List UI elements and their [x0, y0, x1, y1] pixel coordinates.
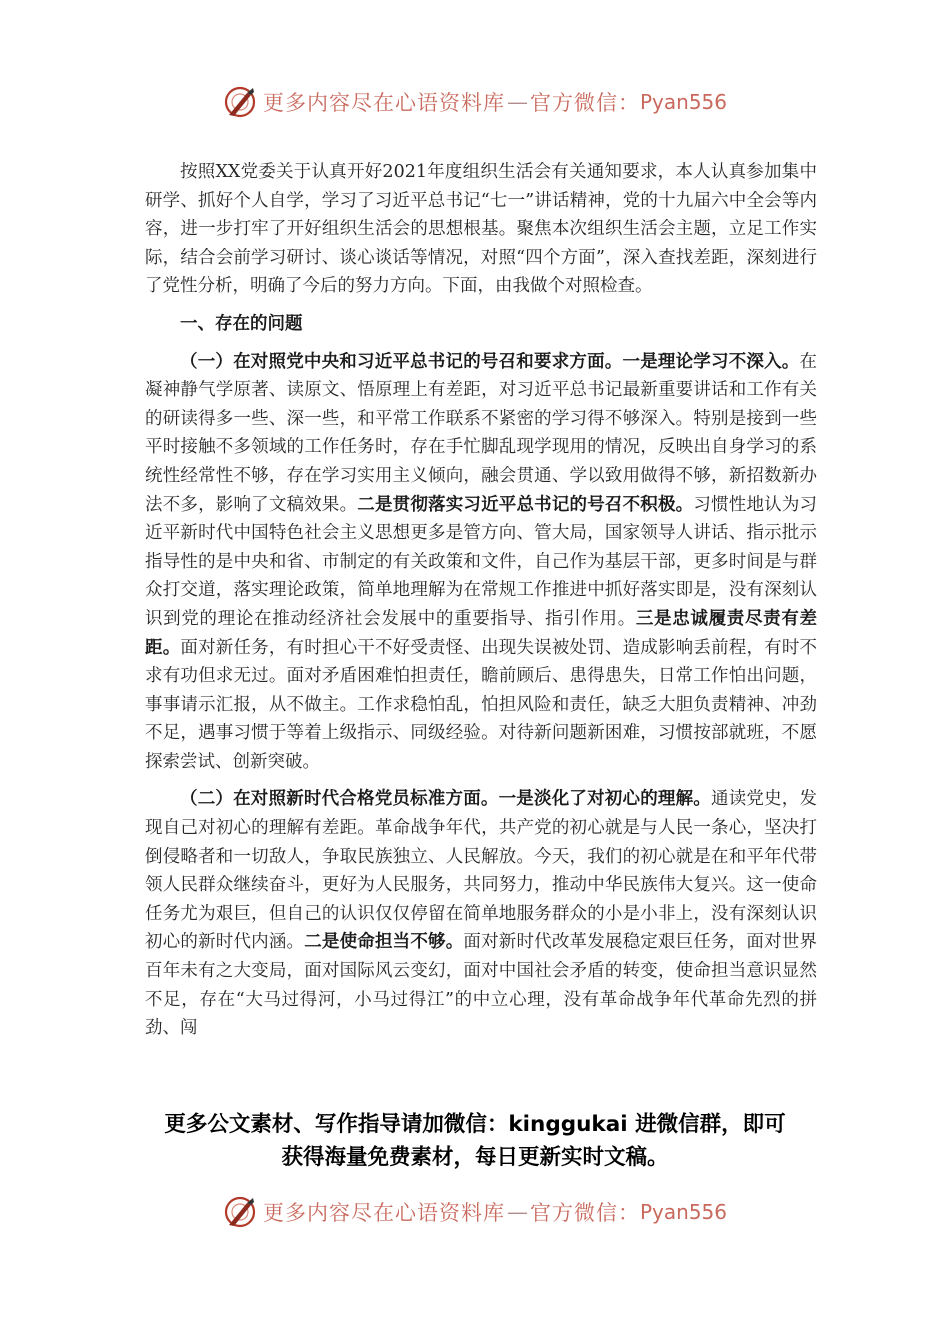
pen-logo-icon: [223, 85, 257, 119]
banner-suffix: 官方微信：: [529, 1201, 640, 1225]
text-run: 面对新时代改革发展稳定艰巨任务，面对世界百年未有之大变局，面对国际风云变幻，面对中国社会矛盾的转变，使命担当意识显然不足，存在“大马过得河，小马过得江”的中立心理，没有革命战争年代革命先烈的拼劲、闯: [145, 932, 817, 1039]
body-paragraph: [145, 158, 817, 301]
header-watermark-banner: [0, 82, 950, 122]
banner-text: 更多内容尽在心语资料库: [262, 1201, 505, 1225]
section-heading: [145, 310, 817, 339]
bold-phrase: 二是贯彻落实习近平总书记的号召不积极。: [357, 494, 694, 515]
document-body: [145, 158, 817, 1052]
text-run: 习惯性地认为习近平新时代中国特色社会主义思想更多是管方向、管大局，国家领导人讲话、指示批示指导性的是中央和省、市制定的有关政策和文件，自己作为基层干部，更多时间是与群众打交道，落实理论政策，简单地理解为在常规工作推进中抓好落实即是，没有深刻认识到党的理论在推动经济社会发展中的重要指导、指引作用。: [145, 494, 818, 629]
banner-text: 更多内容尽在心语资料库: [262, 91, 505, 115]
bold-phrase: 一、存在的问题: [180, 313, 303, 334]
text-run: 面对新任务，有时担心干不好受责怪、出现失误被处罚、造成影响丢前程，有时不求有功但求无过。面对矛盾困难怕担责任，瞻前顾后、患得患失，日常工作怕出问题，事事请示汇报，从不做主。工作求稳怕乱，怕担风险和责任，缺乏大胆负责精神、冲劲不足，遇事习惯于等着上级指示、同级经验。对待新问题新困难，习惯按部就班，不愿探索尝试、创新突破。: [145, 637, 818, 772]
text-run: 在凝神静气学原著、读原文、悟原理上有差距，对习近平总书记最新重要讲话和工作有关的研读得多一些、深一些，和平常工作联系不紧密的学习得不够深入。特别是接到一些平时接触不多领域的工作任务时，存在手忙脚乱现学现用的情况，反映出自身学习的系统性经常性不够，存在学习实用主义倾向，融会贯通、学以致用做得不够，新招数新办法不多，影响了文稿效果。: [145, 351, 817, 515]
text-run: 按照XX党委关于认真开好2021年度组织生活会有关通知要求，本人认真参加集中研学、抓好个人自学，学习了习近平总书记“七一”讲话精神，党的十九届六中全会等内容，进一步打牢了开好组织生活会的思想根基。聚焦本次组织生活会主题，立足工作实际，结合会前学习研讨、谈心谈话等情况，对照“四个方面”，深入查找差距，深刻进行了党性分析，明确了今后的努力方向。下面，由我做个对照检查。: [145, 162, 817, 297]
notice-line-1: 更多公文素材、写作指导请加微信：kinggukai 进微信群，即可: [164, 1112, 786, 1137]
banner-suffix: 官方微信：: [529, 91, 640, 115]
banner-wechat-id: Pyan556: [639, 90, 727, 114]
bold-phrase: 二是使命担当不够。: [304, 932, 464, 953]
bold-phrase: （二）在对照新时代合格党员标准方面。一是淡化了对初心的理解。: [180, 789, 711, 810]
text-run: 通读党史，发现自己对初心的理解有差距。革命战争年代，共产党的初心就是与人民一条心，坚决打倒侵略者和一切敌人，争取民族独立、人民解放。今天，我们的初心就是在和平年代带领人民群众继续奋斗，更好为人民服务，共同努力，推动中华民族伟大复兴。这一使命任务尤为艰巨，但自己的认识仅仅停留在简单地服务群众的小是小非上，没有深刻认识初心的新时代内涵。: [145, 789, 817, 953]
notice-line-2: 获得海量免费素材，每日更新实时文稿。: [281, 1145, 669, 1170]
footer-watermark-banner: [0, 1192, 950, 1232]
banner-separator: —: [506, 90, 528, 114]
banner-wechat-id: Pyan556: [639, 1200, 727, 1224]
banner-separator: —: [506, 1200, 528, 1224]
body-paragraph: [145, 348, 817, 777]
wechat-notice: [0, 1108, 950, 1174]
pen-logo-icon: [223, 1195, 257, 1229]
bold-phrase: （一）在对照党中央和习近平总书记的号召和要求方面。一是理论学习不深入。: [180, 351, 800, 372]
bold-phrase: 三是忠诚履责尽责有差距。: [145, 608, 817, 658]
body-paragraph: [145, 785, 817, 1042]
